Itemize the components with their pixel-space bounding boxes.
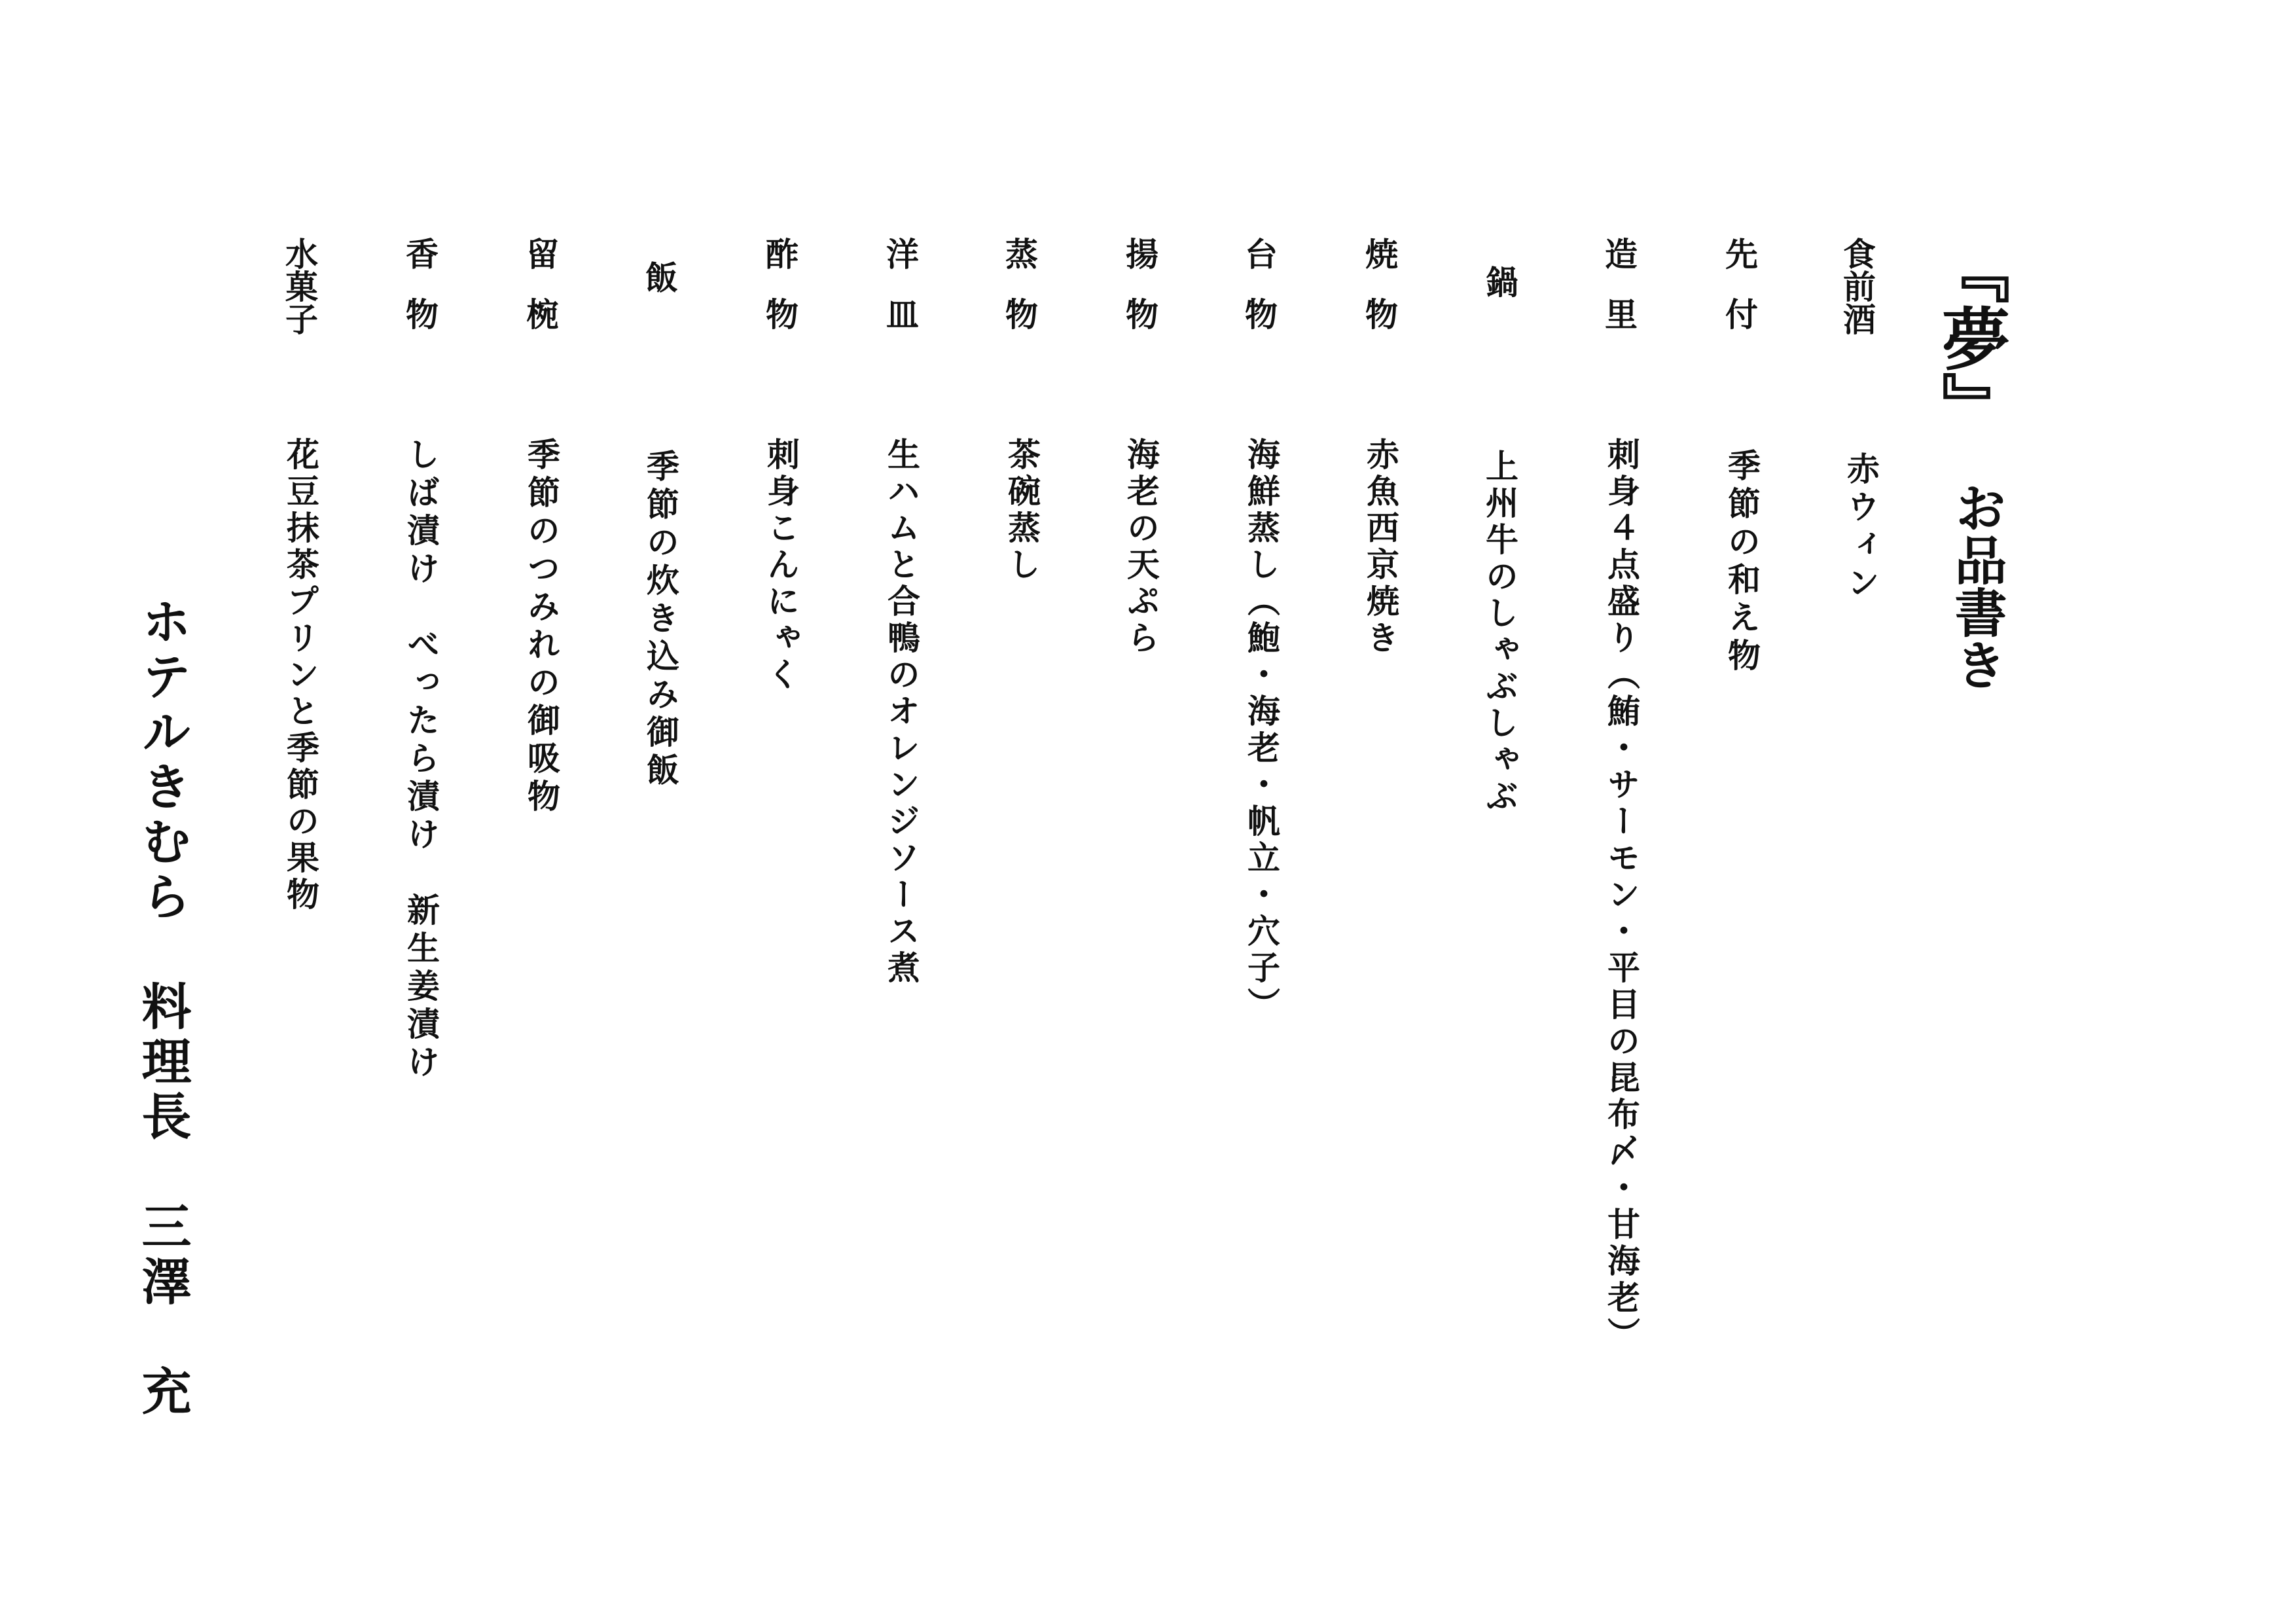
course-label-mushimono: 蒸物	[1000, 237, 1039, 357]
course-label-shokuzenshu: 食前酒	[1838, 237, 1876, 335]
course-dish-yozara: 生ハムと合鴨のオレンジソース煮	[882, 437, 921, 987]
course-label-sunomono: 酢物	[761, 237, 799, 357]
course-dish-mushimono: 茶碗蒸し	[1003, 437, 1041, 584]
course-dish-konomono: しば漬け べったら漬け 新生姜漬け	[402, 437, 440, 1083]
chef-signature: ホテルきむら 料理長 三澤 充	[134, 596, 192, 1420]
course-label-meshi: 飯	[640, 261, 679, 293]
course-label-tomewan: 留椀	[521, 237, 560, 357]
course-dish-sunomono: 刺身こんにゃく	[762, 437, 800, 694]
course-label-daimono: 台物	[1240, 237, 1278, 357]
course-dish-mizugashi: 花豆抹茶プリンと季節の果物	[281, 437, 320, 914]
course-dish-tomewan: 季節のつみれの御吸物	[522, 437, 561, 817]
course-label-mizugashi: 水菓子	[280, 237, 319, 335]
menu-title: 『夢』	[1930, 236, 2011, 440]
menu-heading: お品書き	[1946, 481, 2007, 691]
course-label-nabe: 鍋	[1480, 265, 1519, 298]
course-label-agemono: 揚物	[1121, 237, 1159, 357]
course-dish-nabe: 上州牛のしゃぶしゃぶ	[1480, 449, 1519, 816]
course-dish-daimono: 海鮮蒸し（鮑・海老・帆立・穴子）	[1242, 437, 1281, 1024]
course-label-yakimono: 焼物	[1360, 237, 1399, 357]
course-dish-yakimono: 赤魚西京焼き	[1361, 437, 1400, 657]
course-label-yozara: 洋皿	[881, 237, 920, 357]
course-dish-shokuzenshu: 赤ウィン	[1842, 452, 1880, 604]
course-dish-sakizuke: 季節の和え物	[1723, 448, 1761, 676]
course-label-konomono: 香物	[401, 237, 439, 357]
course-label-tsukuri: 造里	[1600, 237, 1638, 357]
course-label-sakizuke: 先付	[1720, 237, 1759, 357]
course-dish-tsukuri: 刺身４点盛り（鮪・サーモン・平目の昆布〆・甘海老）	[1602, 437, 1641, 1354]
course-dish-meshi: 季節の炊き込み御飯	[641, 449, 680, 791]
course-dish-agemono: 海老の天ぷら	[1122, 437, 1160, 657]
